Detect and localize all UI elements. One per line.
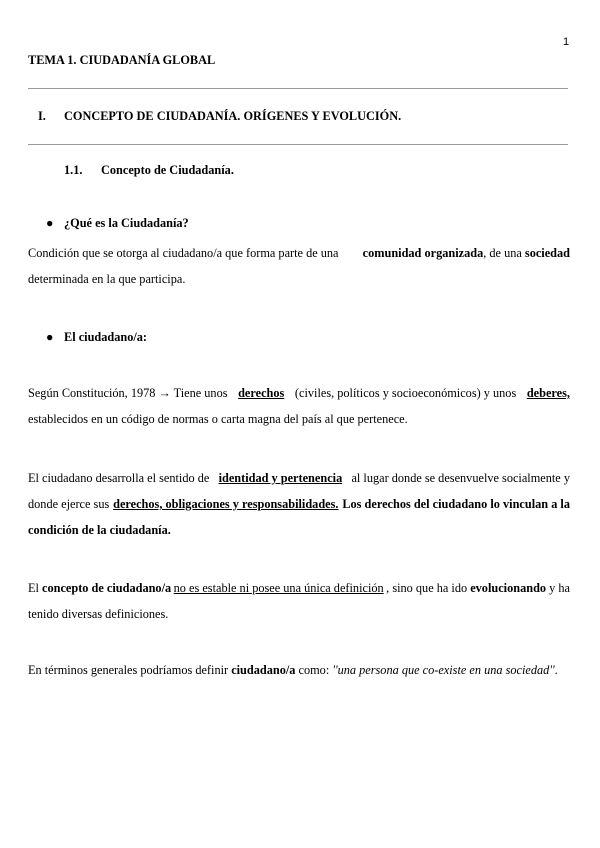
paragraph-line: tenido diversas definiciones. (28, 607, 169, 621)
paragraph-line: establecidos en un código de normas o carta magna del país al que pertenece. (28, 412, 408, 426)
divider-bottom (28, 144, 568, 145)
page-number: 1 (563, 36, 570, 48)
paragraph-constitution (28, 380, 570, 432)
bullet-dot-icon: ● (46, 330, 54, 344)
section-number: I. (38, 109, 46, 123)
topic-title: TEMA 1. CIUDADANÍA GLOBAL (28, 53, 216, 67)
paragraph-line: Según Constitución, 1978 → Tiene unos derechos (civiles, políticos y socioeconómicos) y unos deberes, (28, 386, 570, 400)
paragraph-line: condición de la ciudadanía. (28, 523, 171, 537)
paragraph-line: El ciudadano desarrolla el sentido de identidad y pertenencia al lugar donde se desenvuelve socialmente y (28, 471, 570, 485)
paragraph-line: determinada en la que participa. (28, 272, 186, 286)
subsection-heading (64, 163, 234, 178)
bullet-citizen (46, 330, 147, 345)
paragraph-identity (28, 465, 570, 543)
paragraph-concept (28, 575, 570, 627)
bullet-dot-icon: ● (46, 216, 54, 230)
divider-top (28, 88, 568, 89)
subsection-number: 1.1. (64, 163, 83, 177)
paragraph-line: Condición que se otorga al ciudadano/a que forma parte de una comunidad organizada, de una sociedad (28, 246, 570, 260)
bullet-citizen-text: El ciudadano/a: (64, 330, 148, 344)
section-title: CONCEPTO DE CIUDADANÍA. ORÍGENES Y EVOLUCIÓN. (64, 109, 402, 123)
bullet-question-text: ¿Qué es la Ciudadanía? (64, 216, 189, 230)
subsection-title: Concepto de Ciudadanía. (101, 163, 234, 177)
paragraph-general-definition (28, 657, 570, 683)
paragraph-line: En términos generales podríamos definir ciudadano/a como: ''una persona que co-existe en una sociedad''. (28, 663, 558, 677)
section-heading (38, 109, 401, 124)
paragraph-definition (28, 240, 570, 292)
paragraph-line: El concepto de ciudadano/a no es estable ni posee una única definición , sino que ha ido evolucionando y ha (28, 581, 570, 595)
bullet-question (46, 216, 189, 231)
paragraph-line: donde ejerce sus derechos, obligaciones y responsabilidades. Los derechos del ciudadano lo vinculan a la (28, 497, 570, 511)
